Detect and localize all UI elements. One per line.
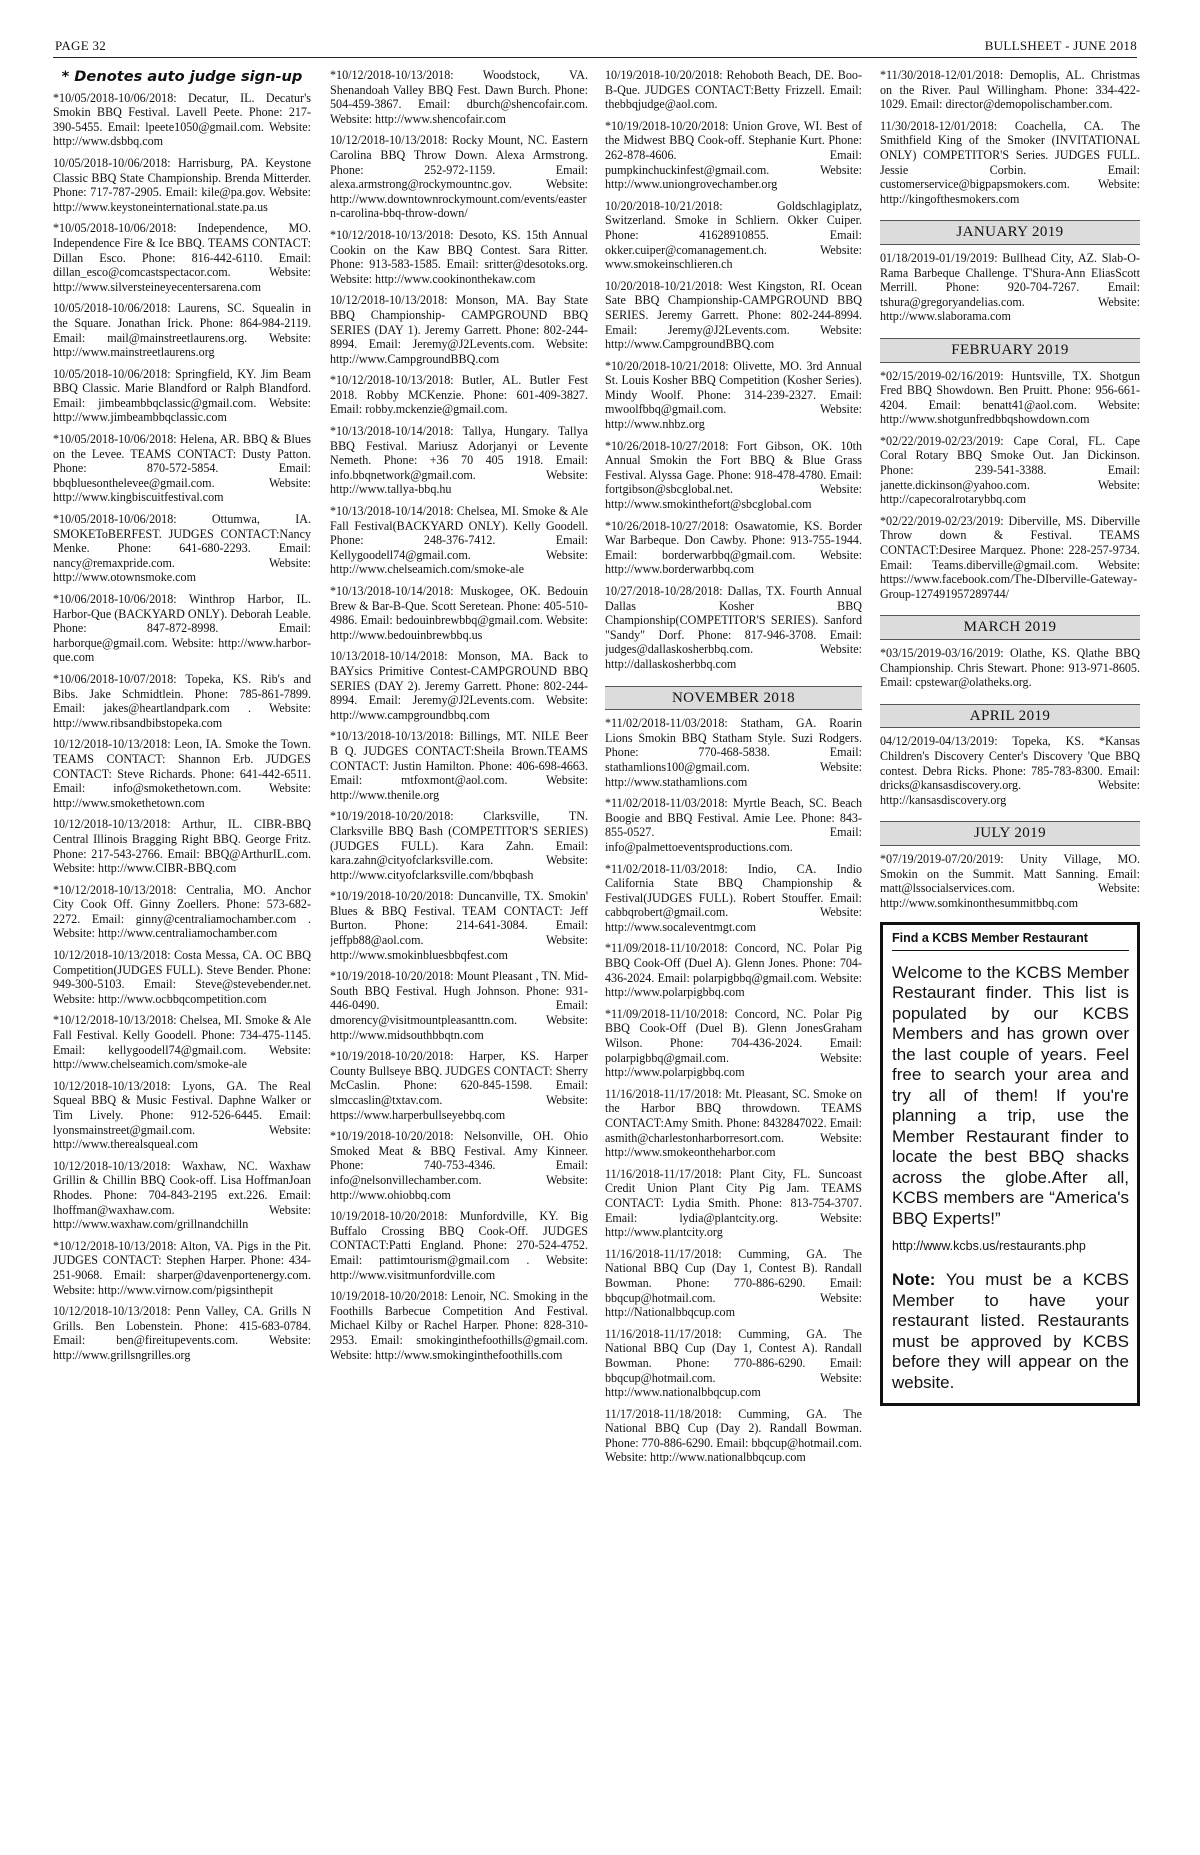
event-entry: *10/26/2018-10/27/2018: Fort Gibson, OK. 10th Annual Smokin the Fort BBQ & Blue Grass Festival. Alyssa Gage. Phone: 918-478-4780. Email: fortgibson@sbcglobal.net. Website: http://www.smokinthefort@sbcglobal.com xyxy=(605,438,862,512)
event-entry: *02/22/2019-02/23/2019: Diberville, MS. Diberville Throw down & Festival. TEAMS CONTACT:Desiree Marquez. Phone: 228-257-9734. Email: Teams.diberville@gmail.com. Website: https://www.facebook.com/The-DIberville-Gateway-Group-127491957289744/ xyxy=(880,513,1140,601)
event-entry: *11/09/2018-11/10/2018: Concord, NC. Polar Pig BBQ Cook-Off (Duel A). Glenn Jones. Phone: 704-436-2024. Email: polarpigbbq@gmail.com. Website: http://www.polarpigbbq.com xyxy=(605,941,862,1000)
event-entry: 11/16/2018-11/17/2018: Plant City, FL. Suncoast Credit Union Plant City Pig Jam. TEAMS CONTACT: Lydia Smith. Phone: 813-754-3707. Email: lydia@plantcity.org. Website: http://www.plantcity.org xyxy=(605,1166,862,1240)
issue-title: BULLSHEET - JUNE 2018 xyxy=(984,38,1137,53)
restaurant-finder-box xyxy=(880,922,1140,1406)
event-entry: *11/02/2018-11/03/2018: Statham, GA. Roarin Lions Smokin BBQ Statham Style. Suzi Rodgers. Phone: 770-468-5838. Email: stathamlions100@gmail.com. Website: http://www.stathamlions.com xyxy=(605,716,862,789)
finder-note xyxy=(892,1270,1129,1393)
page-header xyxy=(53,35,1137,58)
finder-body: Welcome to the KCBS Member Restaurant finder. This list is populated by our KCBS Members and has grown over the last couple of years. Feel free to search your area and try all of them! If you're planning a trip, use the Member Restaurant finder to locate the best BBQ shacks across the globe.After all, KCBS members are “America's BBQ Experts!” xyxy=(892,962,1129,1228)
column-3 xyxy=(605,68,862,1840)
event-entry: 11/16/2018-11/17/2018: Cumming, GA. The National BBQ Cup (Day 1, Contest B). Randall Bowman. Phone: 770-886-6290. Email: bbqcup@hotmail.com. Website: http://Nationalbbqcup.com xyxy=(605,1246,862,1320)
month-heading-april: APRIL 2019 xyxy=(880,704,1140,729)
event-entry: 10/12/2018-10/13/2018: Monson, MA. Bay State BBQ Championship- CAMPGROUND BBQ SERIES (DAY 1). Jeremy Garrett. Phone: 802-244-8994. Email: Jeremy@J2Levents.com. Website: http://www.CampgroundBBQ.com xyxy=(330,293,588,366)
event-entry: *07/19/2019-07/20/2019: Unity Village, MO. Smokin on the Summit. Matt Sanning. Email: matt@lssocialservices.com. Website: http://www.somkinonthesummitbbq.com xyxy=(880,851,1140,910)
event-entry: *10/19/2018-10/20/2018: Union Grove, WI. Best of the Midwest BBQ Cook-off. Stephanie Kurt. Phone: 262-878-4606. Email: pumpkinchuckinfest@gmail.com. Website: http://www.uniongrovechamber.org xyxy=(605,118,862,192)
column-1 xyxy=(53,68,311,1840)
event-entry: 04/12/2019-04/13/2019: Topeka, KS. *Kansas Children's Discovery Center's Discovery 'Que BBQ contest. Debra Ricks. Phone: 785-783-8300. Email: dricks@kansasdiscovery.org. Website: http://kansasdiscovery.org xyxy=(880,734,1140,807)
event-list-col2 xyxy=(330,68,588,1362)
month-heading-march: MARCH 2019 xyxy=(880,615,1140,640)
event-entry: *10/12/2018-10/13/2018: Alton, VA. Pigs in the Pit. JUDGES CONTACT: Stephen Harper. Phone: 434-251-9068. Email: sharper@davenportenergy.com. Website: http://www.virnow.com/pigsinthepit xyxy=(53,1238,311,1297)
event-entry: *03/15/2019-03/16/2019: Olathe, KS. Qlathe BBQ Championship. Chris Stewart. Phone: 913-971-8605. Email: cpstewar@olatheks.org. xyxy=(880,646,1140,690)
event-entry: *10/13/2018-10/14/2018: Tallya, Hungary. Tallya BBQ Festival. Mariusz Adorjanyi or Levente Nemeth. Phone: +36 70 405 1918. Email: info.bbqnetwork@gmail.com. Website: http://www.tallya-bbq.hu xyxy=(330,424,588,497)
event-list-col1 xyxy=(53,91,311,1363)
event-entry: *10/13/2018-10/13/2018: Billings, MT. NILE Beer B Q. JUDGES CONTACT:Sheila Brown.TEAMS CONTACT: Justin Hamilton. Phone: 406-698-4663. Email: mtfoxmont@aol.com. Website: http://www.thenile.org xyxy=(330,729,588,802)
event-entry: 10/19/2018-10/20/2018: Rehoboth Beach, DE. Boo-B-Que. JUDGES CONTACT:Betty Frizzell. Email: thebbqjudge@aol.com. xyxy=(605,68,862,112)
event-entry: 01/18/2019-01/19/2019: Bullhead City, AZ. Slab-O-Rama Barbeque Challenge. T'Shura-Ann EliasScott Merrill. Phone: 920-704-7267. Email: tshura@gregoryandelias.com. Website: http://www.slaborama.com xyxy=(880,250,1140,324)
event-entry: 10/12/2018-10/13/2018: Rocky Mount, NC. Eastern Carolina BBQ Throw Down. Alexa Armstrong. Phone: 252-972-1159. Email: alexa.armstrong@rockymountnc.gov. Website: http://www.downtownrockymount.com/events/eastern-carolina-bbq-throw-down/ xyxy=(330,133,588,221)
event-entry: *10/19/2018-10/20/2018: Nelsonville, OH. Ohio Smoked Meat & BBQ Festival. Amy Kinneer. Phone: 740-753-4346. Email: info@nelsonvillechamber.com. Website: http://www.ohiobbq.com xyxy=(330,1129,588,1202)
event-entry: 10/05/2018-10/06/2018: Laurens, SC. Squealin in the Square. Jonathan Irick. Phone: 864-984-2119. Email: mail@mainstreetlaurens.org. Website: http://www.mainstreetlaurens.org xyxy=(53,301,311,360)
event-entry: 10/12/2018-10/13/2018: Leon, IA. Smoke the Town. TEAMS CONTACT: Shannon Erb. JUDGES CONTACT: Steve Richards. Phone: 641-442-6511. Email: info@smokethetown.com. Website: http://www.smokethetown.com xyxy=(53,737,311,810)
event-entry: *10/26/2018-10/27/2018: Osawatomie, KS. Border War Barbeque. Don Cawby. Phone: 913-755-1944. Email: borderwarbbq@gmail.com. Website: http://www.borderwarbbq.com xyxy=(605,518,862,577)
month-heading-february: FEBRUARY 2019 xyxy=(880,338,1140,363)
event-entry: *10/13/2018-10/14/2018: Muskogee, OK. Bedouin Brew & Bar-B-Que. Scott Seretean. Phone: 405-510-4986. Email: bedouinbrewbbq@gmail.com. Website: http://www.bedouinbrewbbq.us xyxy=(330,584,588,642)
event-entry: 11/16/2018-11/17/2018: Cumming, GA. The National BBQ Cup (Day 1, Contest A). Randall Bowman. Phone: 770-886-6290. Email: bbqcup@hotmail.com. Website: http://www.nationalbbqcup.com xyxy=(605,1326,862,1400)
event-entry: *11/02/2018-11/03/2018: Myrtle Beach, SC. Beach Boogie and BBQ Festival. Amie Lee. Phone: 843-855-0527. Email: info@palmettoeventsproductions.com. xyxy=(605,796,862,854)
event-entry: *11/30/2018-12/01/2018: Demoplis, AL. Christmas on the River. Paul Willingham. Phone: 334-422-1029. Email: director@demopolischamber.com. xyxy=(880,68,1140,112)
event-list-col3 xyxy=(605,68,862,672)
event-entry: *11/02/2018-11/03/2018: Indio, CA. Indio California State BBQ Championship & Festival(JUDGES FULL). Robert Stouffer. Email: cabbqrobert@gmail.com. Website: http://www.socaleventmgt.com xyxy=(605,861,862,934)
event-entry: *02/15/2019-02/16/2019: Huntsville, TX. Shotgun Fred BBQ Showdown. Ben Pruitt. Phone: 956-661-4204. Email: benatt41@aol.com. Website: http://www.shotgunfredbbqshowdown.com xyxy=(880,368,1140,427)
month-heading-january: JANUARY 2019 xyxy=(880,220,1140,245)
event-list-november xyxy=(605,716,862,1465)
event-entry: *10/12/2018-10/13/2018: Woodstock, VA. Shenandoah Valley BBQ Fest. Dawn Burch. Phone: 504-459-3867. Email: dburch@shencofair.com. Website: http://www.shencofair.com xyxy=(330,68,588,126)
event-entry: 10/20/2018-10/21/2018: Goldschlagiplatz, Switzerland. Smoke in Schliern. Okker Cuiper. Phone: 41628910855. Email: okker.cuiper@comanagement.ch. Website: www.smokeinschlieren.ch xyxy=(605,198,862,272)
event-entry: *10/12/2018-10/13/2018: Desoto, KS. 15th Annual Cookin on the Kaw BBQ Contest. Sara Ritter. Phone: 913-583-1585. Email: sritter@desotoks.org. Website: http://www.cookinonthekaw.com xyxy=(330,227,588,286)
event-entry: 10/27/2018-10/28/2018: Dallas, TX. Fourth Annual Dallas Kosher BBQ Championship(COMPETITOR'S SERIES). Sanford "Sandy" Dorf. Phone: 817-946-3708. Email: judges@dallaskosherbbq.com. Website: http://dallaskosherbbq.com xyxy=(605,584,862,671)
event-entry: 11/30/2018-12/01/2018: Coachella, CA. The Smithfield King of the Smoker (INVITATIONAL ONLY) COMPETITOR'S Series. JUDGES FULL. Jessie Corbin. Email: customerservice@bigpapsmokers.com. Website: http://kingofthesmokers.com xyxy=(880,118,1140,206)
event-entry: *10/05/2018-10/06/2018: Helena, AR. BBQ & Blues on the Levee. TEAMS CONTACT: Dusty Patton. Phone: 870-572-5854. Email: bbqbluesonthelevee@gmail.com. Website: http://www.kingbiscuitfestival.com xyxy=(53,432,311,505)
event-entry: 10/05/2018-10/06/2018: Harrisburg, PA. Keystone Classic BBQ State Championship. Brenda Mitterder. Phone: 717-787-2905. Email: kile@pa.gov. Website: http://www.keystoneinternational.state.pa.us xyxy=(53,155,311,214)
event-entry: *02/22/2019-02/23/2019: Cape Coral, FL. Cape Coral Rotary BBQ Smoke Out. Jan Dickinson. Phone: 239-541-3388. Email: janette.dickinson@yahoo.com. Website: http://capecoralrotarybbq.com xyxy=(880,433,1140,507)
event-list-col4 xyxy=(880,68,1140,206)
event-list-april xyxy=(880,734,1140,807)
finder-note-label: Note: xyxy=(892,1270,936,1289)
event-entry: 11/16/2018-11/17/2018: Mt. Pleasant, SC. Smoke on the Harbor BBQ throwdown. TEAMS CONTACT:Amy Smith. Phone: 8432847022. Email: asmith@charlestonharborresort.com. Website: http://www.smokeontheharbor.com xyxy=(605,1086,862,1160)
event-entry: 10/12/2018-10/13/2018: Waxhaw, NC. Waxhaw Grillin & Chillin BBQ Cook-off. Lisa HoffmanJoan Rhodes. Phone: 704-843-2195 ext.226. Email: lhoffman@waxhaw.com. Website: http://www.waxhaw.com/grillnandchilln xyxy=(53,1158,311,1232)
event-entry: *10/19/2018-10/20/2018: Harper, KS. Harper County Bullseye BBQ. JUDGES CONTACT: Sherry McCaslin. Phone: 620-845-1598. Email: slmccaslin@txtav.com. Website: https://www.harperbullseyebbq.com xyxy=(330,1049,588,1122)
event-list-march xyxy=(880,646,1140,690)
event-entry: *10/20/2018-10/21/2018: Olivette, MO. 3rd Annual St. Louis Kosher BBQ Competition (Kosher Series). Mindy Woolf. Phone: 314-239-2327. Email: mwoolfbbq@gmail.com. Website: http://www.nhbz.org xyxy=(605,358,862,432)
event-entry: *10/12/2018-10/13/2018: Butler, AL. Butler Fest 2018. Robby MCKenzie. Phone: 601-409-3827. Email: robby.mckenzie@gmail.com. xyxy=(330,373,588,417)
event-entry: *10/06/2018-10/06/2018: Winthrop Harbor, IL. Harbor-Que (BACKYARD ONLY). Deborah Leable. Phone: 847-872-8998. Email: harborque@gmail.com. Website: http://www.harbor-que.com xyxy=(53,592,311,665)
event-entry: 11/17/2018-11/18/2018: Cumming, GA. The National BBQ Cup (Day 2). Randall Bowman. Phone: 770-886-6290. Email: bbqcup@hotmail.com. Website: http://www.nationalbbqcup.com xyxy=(605,1406,862,1465)
auto-judge-note: * Denotes auto judge sign-up xyxy=(61,68,303,85)
event-entry: 10/12/2018-10/13/2018: Penn Valley, CA. Grills N Grills. Ben Lobenstein. Phone: 415-683-0784. Email: ben@fireitupevents.com. Website: http://www.grillsngrilles.org xyxy=(53,1304,311,1362)
event-entry: 10/12/2018-10/13/2018: Costa Messa, CA. OC BBQ Competition(JUDGES FULL). Steve Bender. Phone: 949-300-5103. Email: Steve@stevebender.net. Website: http://www.ocbbqcompetition.com xyxy=(53,948,311,1006)
finder-title: Find a KCBS Member Restaurant xyxy=(892,931,1129,951)
event-entry: 10/12/2018-10/13/2018: Lyons, GA. The Real Squeal BBQ & Music Festival. Daphne Walker or Tim Lively. Phone: 912-526-6445. Email: lyonsmainstreet@gmail.com. Website: http://www.therealsqueal.com xyxy=(53,1078,311,1152)
event-entry: *10/05/2018-10/06/2018: Decatur, IL. Decatur's Smokin BBQ Festival. Lavell Peete. Phone: 217-390-5455. Email: lpeete1050@gmail.com. Website: http://www.dsbbq.com xyxy=(53,90,311,149)
event-entry: 10/12/2018-10/13/2018: Arthur, IL. CIBR-BBQ Central Illinois Bragging Right BBQ. George Fritz. Phone: 217-543-2766. Email: BBQ@ArthurIL.com. Website: http://www.CIBR-BBQ.com xyxy=(53,817,311,876)
event-entry: *10/12/2018-10/13/2018: Centralia, MO. Anchor City Cook Off. Ginny Zoellers. Phone: 573-682-2272. Email: ginny@centraliamochamber.com . Website: http://www.centraliamochamber.com xyxy=(53,882,311,941)
event-entry: 10/19/2018-10/20/2018: Lenoir, NC. Smoking in the Foothills Barbecue Competition And Festival. Michael Kilby or Rachel Harper. Phone: 828-310-2953. Email: smokinginthefoothills@gmail.com. Website: http://www.smokinginthefoothills.com xyxy=(330,1289,588,1362)
event-entry: *10/05/2018-10/06/2018: Ottumwa, IA. SMOKEToBERFEST. JUDGES CONTACT:Nancy Menke. Phone: 641-680-2293. Email: nancy@remaxpride.com. Website: http://www.otownsmoke.com xyxy=(53,512,311,585)
event-entry: 10/13/2018-10/14/2018: Monson, MA. Back to BAYsics Primitive Contest-CAMPGROUND BBQ SERIES (DAY 2). Jeremy Garrett. Phone: 802-244-8994. Email: Jeremy@J2Levents.com. Website: http://www.campgroundbbq.com xyxy=(330,649,588,722)
event-entry: *10/19/2018-10/20/2018: Duncanville, TX. Smokin' Blues & BBQ Festival. TEAM CONTACT: Jeff Burton. Phone: 214-641-3084. Email: jeffpb88@aol.com. Website: http://www.smokinbluesbbqfest.com xyxy=(330,889,588,962)
event-entry: *11/09/2018-11/10/2018: Concord, NC. Polar Pig BBQ Cook-Off (Duel B). Glenn JonesGraham Wilson. Phone: 704-436-2024. Email: polarpigbbq@gmail.com. Website: http://www.polarpigbbq.com xyxy=(605,1006,862,1080)
event-entry: 10/20/2018-10/21/2018: West Kingston, RI. Ocean Sate BBQ Championship-CAMPGROUND BBQ SERIES. Jeremy Garrett. Phone: 802-244-8994. Email: Jeremy@J2Levents.com. Website: http://www.CampgroundBBQ.com xyxy=(605,278,862,352)
event-entry: *10/13/2018-10/14/2018: Chelsea, MI. Smoke & Ale Fall Festival(BACKYARD ONLY). Kelly Goodell. Phone: 248-376-7412. Email: Kellygoodell74@gmail.com. Website: http://www.chelseamich.com/smoke-ale xyxy=(330,504,588,577)
event-entry: 10/19/2018-10/20/2018: Munfordville, KY. Big Buffalo Crossing BBQ Cook-Off. JUDGES CONTACT:Patti England. Phone: 270-524-4752. Email: pattimtourism@gmail.com . Website: http://www.visitmunfordville.com xyxy=(330,1209,588,1282)
month-heading-november: NOVEMBER 2018 xyxy=(605,686,862,711)
event-list-february xyxy=(880,369,1140,602)
finder-note-text: You must be a KCBS Member to have your restaurant listed. Restaurants must be approved by KCBS before they will appear on the website. xyxy=(892,1270,1130,1392)
event-entry: *10/05/2018-10/06/2018: Independence, MO. Independence Fire & Ice BBQ. TEAMS CONTACT: Dillan Esco. Phone: 816-442-6110. Email: dillan_esco@comcastspectacor.com. Website: http://www.silversteineyecentersarena.com xyxy=(53,221,311,294)
finder-url[interactable]: http://www.kcbs.us/restaurants.php xyxy=(892,1239,1086,1254)
month-heading-july: JULY 2019 xyxy=(880,821,1140,846)
event-entry: *10/19/2018-10/20/2018: Clarksville, TN. Clarksville BBQ Bash (COMPETITOR'S SERIES)(JUDGES FULL). Kara Zahn. Email: kara.zahn@cityofclarksville.com. Website: http://www.cityofclarksville.com/bbqbash xyxy=(330,809,588,882)
event-entry: *10/12/2018-10/13/2018: Chelsea, MI. Smoke & Ale Fall Festival. Kelly Goodell. Phone: 734-475-1145. Email: kellygoodell74@gmail.com. Website: http://www.chelseamich.com/smoke-ale xyxy=(53,1013,311,1072)
event-entry: *10/19/2018-10/20/2018: Mount Pleasant , TN. Mid-South BBQ Festival. Hugh Johnson. Phone: 931-446-0490. Email: dmorency@visitmountpleasanttn.com. Website: http://www.midsouthbbqtn.com xyxy=(330,969,588,1042)
column-4 xyxy=(880,68,1140,1840)
event-list-july xyxy=(880,852,1140,910)
page-number: PAGE 32 xyxy=(55,38,107,53)
event-list-january xyxy=(880,251,1140,324)
event-entry: *10/06/2018-10/07/2018: Topeka, KS. Rib's and Bibs. Jake Schmidtlein. Phone: 785-861-7899. Email: jakes@heartlandpark.com . Website: http://www.ribsandbibstopeka.com xyxy=(53,671,311,730)
column-2 xyxy=(330,68,588,1840)
event-entry: 10/05/2018-10/06/2018: Springfield, KY. Jim Beam BBQ Classic. Marie Blandford or Ralph Blandford. Email: jimbeambbqclassic@gmail.com. Website: http://www.jimbeambbqclassic.com xyxy=(53,366,311,425)
